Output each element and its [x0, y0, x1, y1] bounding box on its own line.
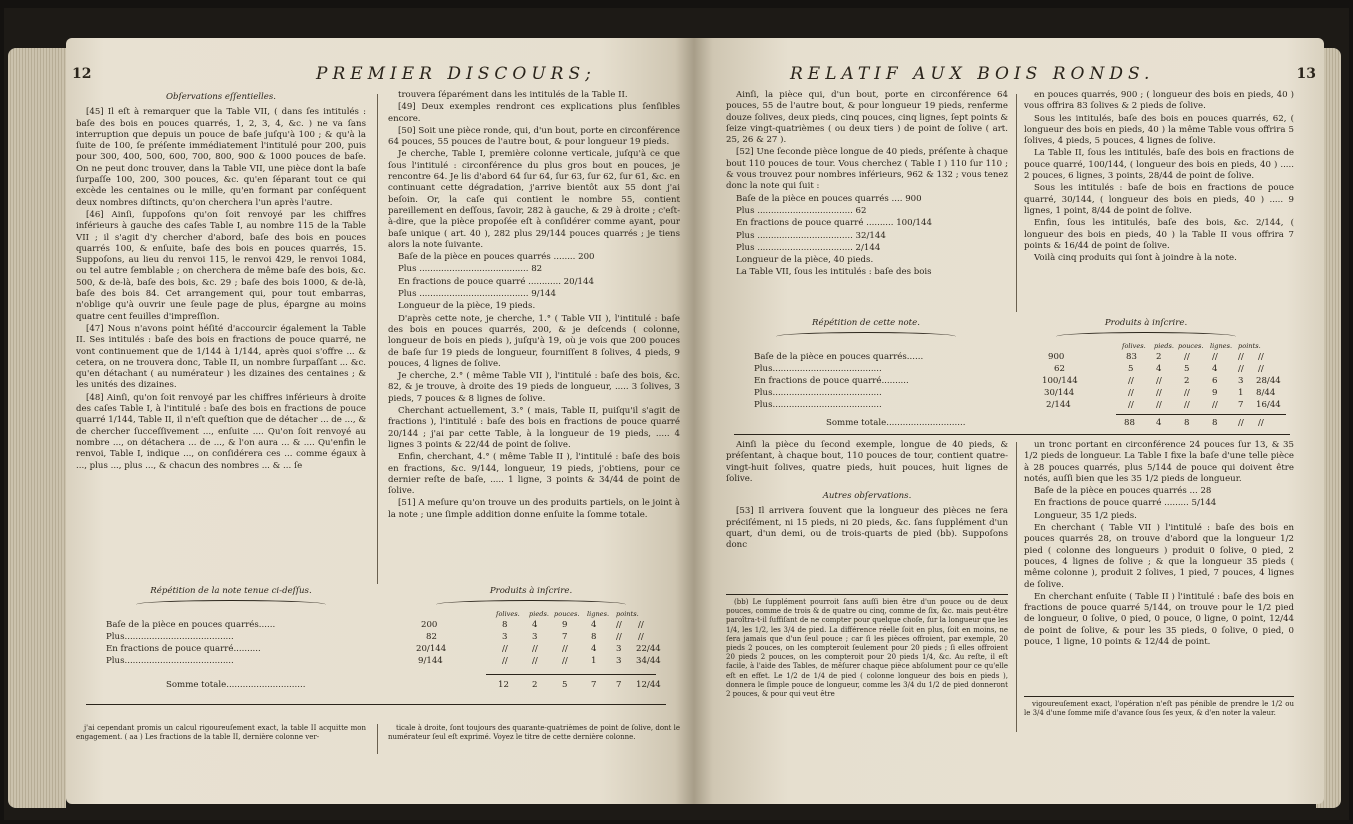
paragraph: En cherchant enſuite ( Table II ) l'intitulé : baſe des bois en fractions de pouce quarré 5/144, on trouve pour le 1/2 pied de longueur, 0 ſolive, 0 pied, 0 pouce, 0 ligne, 0 point, 12/44 de point de ſolive, & pour les 35 pieds, 0 ſolive, 0 pied, 0 pouce, 1 ligne, 10 points & 12/44 de point.	[1024, 591, 1294, 648]
table-title-left: Répétition de cette note.	[812, 318, 920, 328]
right-running-title: RELATIF AUX BOIS RONDS.	[790, 64, 1155, 84]
paragraph: Ainſi la pièce du ſecond exemple, longue de 40 pieds, & préſentant, à chaque bout, 110 pouces de tour, contient quatre-vingt-huit ſolives, quatre pieds, huit pouces, huit lignes de ſolive.	[726, 440, 1008, 484]
cell: //	[638, 620, 644, 630]
footnote-divider	[377, 724, 378, 754]
cell: //	[562, 644, 568, 654]
paragraph: un tronc portant en circonférence 24 pouces ſur 13, & 35 1/2 pieds de longueur. La Table I fixe la baſe d'une telle pièce à 28 pouces quarrés, plus 5/144 de pouce qui doivent être notés, auſſi bien que les 35 1/2 pieds de longueur.	[1024, 440, 1294, 484]
note-line: Baſe de la pièce en pouces quarrés ........ 200	[398, 252, 595, 263]
right-lower-column-1	[726, 440, 1008, 590]
cell: 4	[591, 620, 597, 630]
paragraph: La Table II, ſous les intitulés, baſe des bois en fractions de pouce quarré, 100/144, ( longueur des bois en pieds, 40 ) ..... 2 pouces, 6 lignes, 3 points, 28/44 de point de ſolive.	[1024, 148, 1294, 182]
total-cell: 12/44	[636, 680, 661, 690]
paragraph: [48] Ainſi, qu'on ſoit renvoyé par les chiffres inférieurs à droite des caſes Table I, à l'intitulé : baſe des bois en fractions de pouce quarré 1/144, Table II, il n'eſt queſtion que de détacher ... de ..., & de chercher ſucceſſivement ..., enſuite .... Qu'on ſoit renvoyé au nombre ..., on détachera ... de ..., & l'on aura ... & .... Qu'enfin le renvoi, Table I, indique ..., on conſidérera ces ... comme égaux à ..., plus ..., plus ..., & chacun des nombres ... & ... ſe	[76, 392, 366, 471]
right-footnote-2	[1024, 700, 1294, 718]
section-rule	[734, 434, 1290, 435]
table-row-value: 30/144	[1044, 388, 1075, 398]
left-column-2	[388, 90, 680, 580]
page-edges-left	[8, 48, 66, 808]
cell: 28/44	[1256, 376, 1281, 386]
cell: 3	[532, 632, 538, 642]
note-line: Plus ................................... 62	[736, 205, 867, 216]
cell: 83	[1126, 352, 1137, 362]
cell: //	[532, 656, 538, 666]
paragraph: trouvera ſéparément dans les intitulés de la Table II.	[398, 90, 628, 100]
cell: //	[1258, 364, 1264, 374]
cell: 8/44	[1256, 388, 1276, 398]
cell: //	[1212, 400, 1218, 410]
total-cell: 5	[562, 680, 568, 690]
total-label: Somme totale.............................	[826, 418, 966, 428]
paragraph: Ainſi, la pièce qui, d'un bout, porte en circonférence 64 pouces, 55 de l'autre bout, & pour longueur 19 pieds, renferme douze ſolives, deux pieds, cinq pouces, cinq lignes, ſept points & ſeize vingt-quatrièmes ( ou deux tiers ) de point de ſolive ( art. 25, 26 & 27 ).	[726, 90, 1008, 146]
total-cell: //	[1238, 418, 1244, 428]
cell: 5	[1128, 364, 1134, 374]
cell: 22/44	[636, 644, 661, 654]
cell: //	[1156, 400, 1162, 410]
cell: 4	[591, 644, 597, 654]
footnote-text: (bb) Le ſupplément pourroit ſans auſſi bien être d'un pouce ou de deux pouces, comme de trois & de quatre ou cinq, comme de ſix, &c. mais peut-être paroîtra-t-il ſuffiſant de ne compter pour quelque choſe, ſur la longueur que les 1/4, les 1/2, les 3/4 de pied. La différence réelle ſoit en plus, ſoit en moins, ne ſera jamais que d'un ſeul pouce ; car ſi les pièces offroient, par exemple, 20 pieds 2 pouces, on les compteroit ſeulement pour 20 pieds ; ſi elles offroient 20 pieds 2 pouces, on les compteroit pour 20 pieds 1/4, &c. Au reſte, il eſt facile, à l'aide des Tables, de mêſurer chaque pièce abſolument pour ce qu'elle eſt en effet. Le 1/2 de 1/4 de pied ( colonne longueur des bois en pieds ), donnera le ſimple pouce de longueur, comme les 3/4 du 1/2 de pied donneront 2 pouces, & pour qui veut être	[726, 598, 1008, 699]
section-rule	[86, 704, 666, 705]
paragraph: [49] Deux exemples rendront ces explications plus ſenſibles encore.	[388, 102, 680, 124]
note-line: En fractions de pouce quarré ............ 20/144	[398, 276, 594, 287]
col-header: pouces.	[1178, 342, 1204, 350]
cell: //	[532, 644, 538, 654]
note-line: En fractions de pouce quarré ......... 5/144	[1034, 498, 1217, 509]
cell: //	[616, 620, 622, 630]
cell: 7	[1238, 400, 1244, 410]
total-cell: 7	[591, 680, 597, 690]
cell: //	[1212, 352, 1218, 362]
paragraph: Sous les intitulés, baſe des bois en pouces quarrés, 62, ( longueur des bois en pieds, 40 ) la même Table vous offrira 5 ſolives, 4 pieds, 5 pouces, 4 lignes de ſolive.	[1024, 113, 1294, 147]
col-header: pieds.	[529, 610, 549, 618]
table-row-label: En fractions de pouce quarré..........	[754, 376, 909, 386]
cell: //	[1156, 376, 1162, 386]
brace	[136, 600, 326, 609]
total-cell: 2	[532, 680, 538, 690]
col-header: ſolives.	[1122, 342, 1146, 350]
table-row-value: 9/144	[418, 656, 443, 666]
note-line: Baſe de la pièce en pouces quarrés .... 900	[736, 193, 922, 204]
table-row-label: Baſe de la pièce en pouces quarrés......	[106, 620, 276, 630]
left-footnote-2	[388, 724, 680, 742]
section-heading: Obſervations eſſentielles.	[165, 92, 277, 102]
cell: //	[1238, 364, 1244, 374]
table-row-label: Plus........................................	[106, 656, 234, 666]
table-title-right: Produits à inſcrire.	[489, 586, 573, 596]
paragraph: La Table VII, ſous les intitulés : baſe des bois	[736, 267, 932, 278]
cell: //	[1184, 400, 1190, 410]
cell: //	[1184, 388, 1190, 398]
col-header: pouces.	[554, 610, 580, 618]
right-summary-table	[726, 318, 1296, 436]
note-line: Plus ................................... 32/144	[736, 230, 886, 241]
col-header: lignes.	[587, 610, 610, 618]
col-header: lignes.	[1210, 342, 1233, 350]
paragraph: Voilà cinq produits qui ſont à joindre à la note.	[1034, 253, 1237, 264]
left-page-number: 12	[72, 66, 92, 82]
cell: 6	[1212, 376, 1218, 386]
paragraph: Longueur de la pièce, 19 pieds.	[398, 301, 536, 312]
paragraph: Je cherche, Table I, première colonne verticale, juſqu'à ce que ſous l'intitulé : circonférence du plus gros bout en pouces, je rencontre 64. Je lis d'abord 64 ſur 64, ſur 63, ſur 62, ſur 61, &c. en continuant cette dégradation, j'arrive bientôt aux 55 dont j'ai beſoin. Or, la caſe qui contient le nombre 55, contient pareillement en deſſous, ſavoir, 282 à gauche, & 29 à droite ; c'eſt-à-dire, que la pièce propoſée eſt à conſidérer comme ayant, pour baſe unique ( art. 40 ), 282 plus 29/144 pouces quarrés ; je tiens alors la note ſuivante.	[388, 149, 680, 250]
cell: 3	[1238, 376, 1244, 386]
footnote-text: vigoureuſement exact, l'opération n'eſt pas pénible de prendre le 1/2 ou le 3/4 d'une ſomme miſe d'avance ſous ſes yeux, & d'en noter la valeur.	[1024, 700, 1294, 718]
cell: //	[616, 632, 622, 642]
left-running-head	[66, 64, 694, 88]
paragraph: Je cherche, 2.° ( même Table VII ), l'intitulé : baſe des bois, &c. 82, & je trouve, à droite des 19 pieds de longueur, ..... 3 ſolives, 3 pieds, 7 pouces & 8 lignes de ſolive.	[388, 371, 680, 404]
cell: //	[1128, 376, 1134, 386]
cell: 8	[591, 632, 597, 642]
column-divider	[1016, 94, 1017, 312]
footnote-rule	[1024, 696, 1294, 697]
cell: //	[1258, 352, 1264, 362]
table-row-value: 2/144	[1046, 400, 1071, 410]
right-page	[694, 38, 1324, 804]
total-cell: //	[1258, 418, 1264, 428]
cell: 3	[616, 644, 622, 654]
right-lower-column-2	[1024, 440, 1294, 690]
right-running-head	[694, 64, 1324, 88]
paragraph: [51] A meſure qu'on trouve un des produits partiels, on le joint à la note ; une ſimple addition donne enſuite la ſomme totale.	[388, 498, 680, 520]
cell: 9	[1212, 388, 1218, 398]
cell: //	[1128, 400, 1134, 410]
left-footnote-1	[76, 724, 366, 742]
col-header: points.	[616, 610, 639, 618]
table-row-value: 82	[426, 632, 437, 642]
right-column-1	[726, 90, 1008, 312]
note-line: Longueur de la pièce, 40 pieds.	[736, 255, 874, 266]
paragraph: [52] Une ſeconde pièce longue de 40 pieds, préſente à chaque bout 110 pouces de tour. Vous cherchez ( Table I ) 110 ſur 110 ; & vous trouvez pour nombres inférieurs, 962 & 132 ; vous tenez donc la note qui ſuit :	[726, 147, 1008, 192]
cell: //	[502, 644, 508, 654]
left-running-title: PREMIER DISCOURS;	[316, 64, 596, 84]
right-column-2	[1024, 90, 1294, 312]
cell: //	[562, 656, 568, 666]
cell: 4	[1156, 364, 1162, 374]
cell: 7	[562, 632, 568, 642]
left-page	[66, 38, 694, 804]
table-row-label: Plus........................................	[754, 388, 882, 398]
paragraph: Enfin, cherchant, 4.° ( même Table II ), l'intitulé : baſe des bois en fractions, &c. 9/144, longueur, 19 pieds, j'obtiens, pour ce dernier reſte de baſe, ..... 1 ligne, 3 points & 34/44 de point de ſolive.	[388, 452, 680, 497]
paragraph: [47] Nous n'avons point héſité d'accourcir également la Table II. Ses intitulés : baſe des bois en fractions de pouce quarré, ne vont continuement que de 1/144 à 1/144, après quoi s'offre ... & cetera, on ne trouvera donc, Table II, un nombre ſurpaſſant ... &c. qu'en détachant ( au numérateur ) les dizaines des centaines ; & les unités des dizaines.	[76, 323, 366, 391]
total-cell: 8	[1184, 418, 1190, 428]
cell: 9	[562, 620, 568, 630]
table-title-left: Répétition de la note tenue ci-deſſus.	[150, 586, 312, 596]
left-summary-table	[76, 586, 682, 714]
paragraph: En cherchant ( Table VII ) l'intitulé : baſe des bois en pouces quarrés 28, on trouve d'abord que la longueur 1/2 pied ( colonne des longueurs ) produit 0 ſolive, 0 pied, 2 pouces, 4 lignes de ſolive ; & que la longueur 35 pieds ( même colonne ), produit 2 ſolives, 1 pied, 7 pouces, 4 lignes de ſolive.	[1024, 523, 1294, 590]
left-column-1	[76, 90, 366, 590]
cell: 8	[502, 620, 508, 630]
note-line: En fractions de pouce quarré .......... 100/144	[736, 218, 932, 229]
cell: //	[1184, 352, 1190, 362]
cell: 4	[532, 620, 538, 630]
table-row-label: Plus........................................	[106, 632, 234, 642]
paragraph: D'après cette note, je cherche, 1.° ( Table VII ), l'intitulé : baſe des bois en pouces quarrés, 200, & je deſcends ( colonne, longueur de bois en pieds ), juſqu'à 19, où je vois que 200 pouces de baſe ſur 19 pieds de longueur, fourniſſent 8 ſolives, 4 pieds, 9 pouces, 4 lignes de ſolive.	[388, 313, 680, 369]
cell: 2	[1156, 352, 1162, 362]
note-line: Baſe de la pièce en pouces quarrés ... 28	[1034, 486, 1212, 497]
paragraph: [46] Ainſi, ſuppoſons qu'on ſoit renvoyé par les chiffres inférieurs à gauche des caſes Table I, au nombre 115 de la Table VII ; il s'agit d'y chercher d'abord, baſe des bois en pouces quarrés 100, & enſuite, baſe des bois en pouces quarrés, 15. Suppoſons, au lieu du renvoi 115, le renvoi 429, le renvoi 1084, ou tel autre ſemblable ; on cherchera de même baſe des bois, &c. 500, & de-là, baſe des bois, &c. 29 ; baſe des bois 1000, & de-là, baſe des bois 84. Cet arrangement qui, pour tout embarras, n'oblige qu'à ouvrir une ſeule page de plus, épargne au moins quatre cent feuilles d'impreſſion.	[76, 209, 366, 322]
cell: 1	[1238, 388, 1244, 398]
note-line: Plus ........................................ 9/144	[398, 289, 556, 300]
cell: 3	[502, 632, 508, 642]
total-cell: 12	[498, 680, 509, 690]
table-row-value: 900	[1048, 352, 1065, 362]
col-header: pieds.	[1154, 342, 1174, 350]
table-row-label: Plus........................................	[754, 400, 882, 410]
cell: //	[1128, 388, 1134, 398]
note-line: Plus ................................... 2/144	[736, 242, 881, 253]
total-label: Somme totale.............................	[166, 680, 306, 690]
cell: 4	[1212, 364, 1218, 374]
cell: 3	[616, 656, 622, 666]
col-header: points.	[1238, 342, 1261, 350]
cell: 2	[1184, 376, 1190, 386]
table-row-label: Baſe de la pièce en pouces quarrés......	[754, 352, 924, 362]
paragraph: Enfin, ſous les intitulés, baſe des bois, &c. 2/144, ( longueur des bois en pieds, 40 ) la Table II vous offrira 7 points & 16/44 de point de ſolive.	[1024, 218, 1294, 251]
paragraph: [50] Soit une pièce ronde, qui, d'un bout, porte en circonférence 64 pouces, 55 pouces de l'autre bout, & pour longueur 19 pieds.	[388, 125, 680, 148]
paragraph: en pouces quarrés, 900 ; ( longueur des bois en pieds, 40 ) vous offrira 83 ſolives & 2 pieds de ſolive.	[1024, 90, 1294, 112]
cell: 1	[591, 656, 597, 666]
brace	[776, 332, 956, 341]
footnote-rule	[726, 594, 1008, 595]
total-cell: 7	[616, 680, 622, 690]
cell: 16/44	[1256, 400, 1281, 410]
column-divider	[377, 94, 378, 584]
table-title-right: Produits à inſcrire.	[1104, 318, 1188, 328]
column-divider	[1016, 442, 1017, 732]
note-line: Plus ........................................ 82	[398, 264, 543, 275]
open-book	[4, 8, 1349, 820]
total-cell: 88	[1124, 418, 1135, 428]
section-heading: Autres obſervations.	[822, 491, 912, 502]
cell: //	[1238, 352, 1244, 362]
total-cell: 4	[1156, 418, 1162, 428]
right-footnote-1	[726, 598, 1008, 699]
paragraph: Cherchant actuellement, 3.° ( mais, Table II, puiſqu'il s'agit de fractions ), l'intitulé : baſe des bois en fractions de pouce quarré 20/144 ; j'ai par cette Table, à la longueur de 19 pieds, ..... 4 lignes 3 points & 22/44 de point de ſolive.	[388, 406, 680, 450]
table-row-value: 200	[421, 620, 438, 630]
cell: //	[1156, 388, 1162, 398]
table-row-value: 20/144	[416, 644, 447, 654]
cell: //	[502, 656, 508, 666]
paragraph: Sous les intitulés : baſe de bois en fractions de pouce quarré, 30/144, ( longueur des bois en pieds, 40 ) ..... 9 lignes, 1 point, 8/44 de point de ſolive.	[1024, 183, 1294, 216]
cell: 34/44	[636, 656, 661, 666]
paragraph: [53] Il arrivera ſouvent que la longueur des pièces ne ſera préciſément, ni 15 pieds, ni 20 pieds, &c. ſans ſupplément d'un quart, d'un demi, ou de trois-quarts de pied (bb). Suppoſons donc	[726, 506, 1008, 551]
note-line: Longueur, 35 1/2 pieds.	[1034, 510, 1137, 521]
cell: //	[638, 632, 644, 642]
sum-rule	[486, 674, 656, 675]
table-row-label: Plus........................................	[754, 364, 882, 374]
table-row-value: 100/144	[1042, 376, 1078, 386]
total-cell: 8	[1212, 418, 1218, 428]
paragraph: [45] Il eſt à remarquer que la Table VII, ( dans ſes intitulés : baſe des bois en pouces quarrés, 1, 2, 3, 4, &c. ) ne va ſans interruption que depuis un pouce de baſe juſqu'à 100 ; & qu'à la ſuite de 100, ſe préſente immédiatement l'intitulé pour 200, puis pour 300, 400, 500, 600, 700, 800, 900 & 1000 pouces de baſe. On ne peut donc trouver, dans la Table VII, une pièce dont la baſe ſurpaſſe 100, 200, 300 pouces, &c. qu'en ſéparant tout ce qui excède les centaines ou le mille, qu'en formant par conſéquent deux nombres diſtincts, qu'on cherchera l'un après l'autre.	[76, 107, 366, 208]
right-page-number: 13	[1296, 66, 1316, 82]
col-header: ſolives.	[496, 610, 520, 618]
brace	[436, 600, 626, 609]
sum-rule	[1116, 414, 1286, 415]
footnote-text: j'ai cependant promis un calcul rigoureuſement exact, la table II acquitte mon engagement. ( aa ) Les fractions de la table II, dernière colonne ver-	[76, 724, 366, 742]
table-row-label: En fractions de pouce quarré..........	[106, 644, 261, 654]
table-row-value: 62	[1054, 364, 1065, 374]
footnote-text: ticale à droite, ſont toujours des quarante-quatrièmes de point de ſolive, dont le numérateur ſeul eſt exprimé. Voyez le titre de cette dernière colonne.	[388, 724, 680, 742]
cell: 5	[1184, 364, 1190, 374]
brace	[1056, 332, 1236, 341]
